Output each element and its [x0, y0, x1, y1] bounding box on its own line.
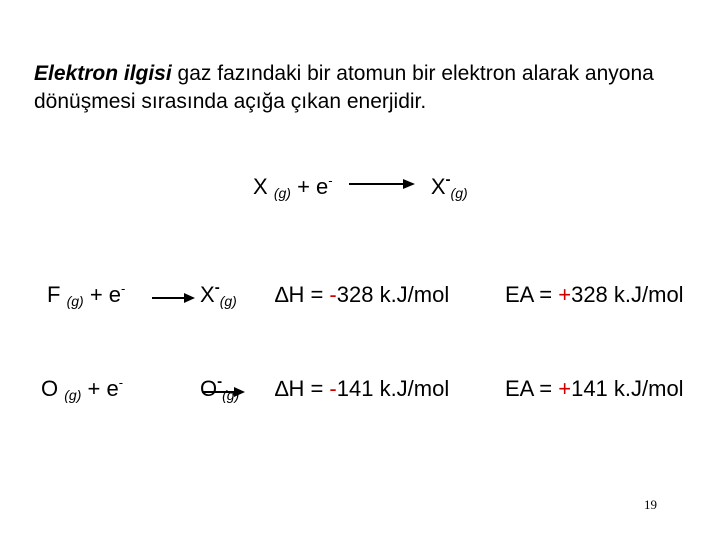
- reactant: F: [47, 282, 61, 307]
- enthalpy-sign: -: [329, 282, 337, 307]
- reactant: O: [41, 376, 59, 401]
- page-number: 19: [644, 497, 657, 512]
- reaction-row-f-product: [200, 279, 237, 309]
- electron-affinity-o: [505, 376, 684, 402]
- ea-value: 328 k.J/mol: [571, 282, 684, 307]
- definition-text: gaz fazındaki bir atomun bir elektron alarak anyona dönüşmesi sırasında açığa çıkan enerjidir.: [34, 62, 654, 113]
- ea-label: EA =: [505, 376, 559, 401]
- plus-electron: + e: [89, 282, 122, 307]
- ea-label: EA =: [505, 282, 559, 307]
- definition-term: Elektron ilgisi: [34, 62, 172, 85]
- reaction-arrow-icon: [347, 172, 417, 194]
- reactant-phase: (g): [66, 293, 84, 309]
- general-equation: [253, 172, 468, 200]
- product-phase: (g): [222, 387, 240, 403]
- reaction-row-f-left: [47, 282, 125, 308]
- reaction-arrow-icon: [150, 286, 196, 308]
- general-product-charge: -: [445, 171, 451, 188]
- general-phase: (g): [273, 185, 291, 201]
- product-charge: -: [214, 279, 220, 296]
- ea-value: 141 k.J/mol: [571, 376, 684, 401]
- enthalpy-value: 328 k.J/mol: [336, 282, 450, 307]
- enthalpy-label: ∆H =: [275, 376, 330, 401]
- enthalpy-label: ∆H =: [275, 282, 330, 307]
- product: O: [200, 376, 218, 401]
- enthalpy-o: [275, 376, 449, 402]
- enthalpy-value: 141 k.J/mol: [336, 376, 450, 401]
- electron-charge: -: [118, 375, 124, 390]
- general-reactant: X: [253, 174, 268, 199]
- reaction-row-o-product: [200, 373, 240, 403]
- definition-paragraph: [34, 60, 694, 116]
- general-product: X: [430, 174, 446, 199]
- general-electron-charge: -: [328, 173, 333, 188]
- enthalpy-sign: -: [329, 376, 337, 401]
- product-phase: (g): [219, 293, 237, 309]
- electron-charge: -: [121, 281, 126, 296]
- electron-affinity-f: [505, 282, 684, 308]
- enthalpy-f: [275, 282, 449, 308]
- reaction-row-o-left: [41, 376, 123, 402]
- product-charge: -: [217, 373, 223, 390]
- plus-electron: + e: [87, 376, 119, 401]
- ea-sign: +: [558, 282, 572, 307]
- product: X: [200, 282, 215, 307]
- general-product-phase: (g): [450, 185, 468, 201]
- general-plus-electron: + e: [297, 174, 329, 199]
- ea-sign: +: [558, 376, 572, 401]
- reactant-phase: (g): [64, 387, 82, 403]
